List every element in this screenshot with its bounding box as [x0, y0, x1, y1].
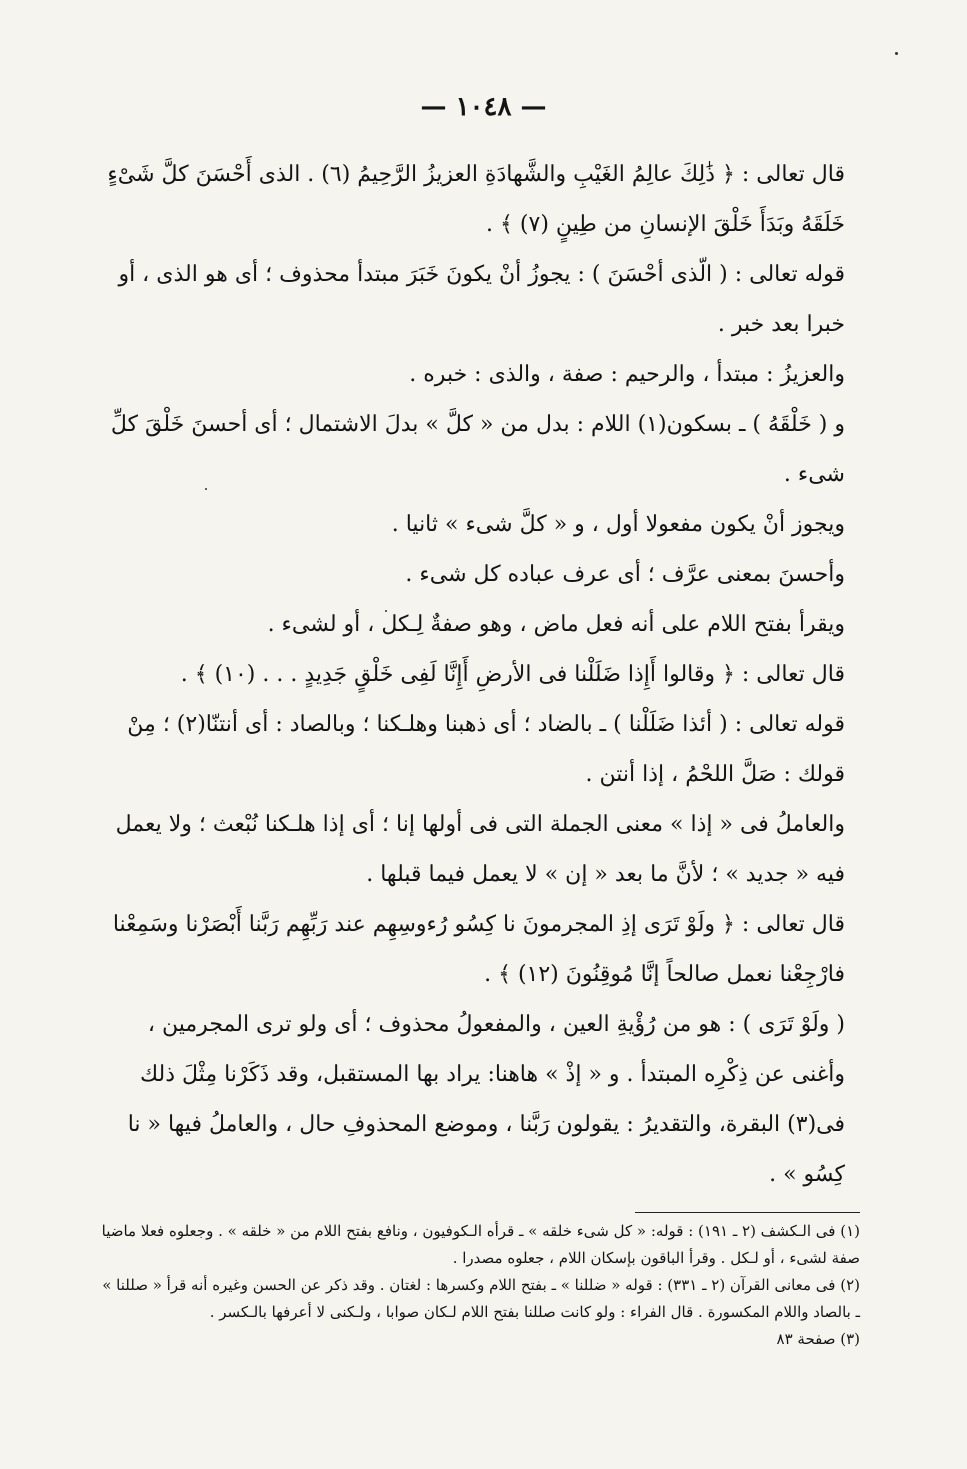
- commentary-paragraph: وأحسنَ بمعنى عرَّف ؛ أى عرف عباده كل شىء .: [405, 562, 845, 587]
- commentary-paragraph: ( ولَوْ تَرَى ) : هو من رُؤْيةِ العين ، والمفعولُ محذوف ؛ أى ولو ترى المجرمين ، وأغنى عن ذِكْرِه المبتدأ . و « إذْ » هاهنا: يراد بها المستقبل، وقد ذَكَرْنا مِثْلَ ذلك فى(٣) البقرة، والتقديرُ : يقولون رَبَّنا ، وموضع المحذوفِ حال ، والعاملُ فيها « نا كِسُو » .: [127, 1012, 845, 1187]
- commentary-paragraph: قوله تعالى : ( أئذا ضَلَلْنا ) ـ بالضاد ؛ أى ذهبنا وهلـكنا ؛ وبالصاد : أى أنتنّا(٢) ؛ مِنْ قولك : صَلَّ اللحْمُ ، إذا أنتن .: [127, 712, 845, 787]
- main-text: [100, 150, 845, 1200]
- verse-paragraph: قال تعالى : ﴿ ذَٰلِكَ عالِمُ الغَيْبِ والشَّهادَةِ العزيزُ الرَّحِيمُ (٦) . الذى أَحْسَنَ كلَّ شَىْءٍ خَلَقَهُ وبَدَأَ خَلْقَ الإنسانِ من طِينٍ (٧) ﴾ .: [107, 162, 845, 237]
- scan-speck: [385, 610, 387, 612]
- commentary-paragraph: و ( خَلْقَهُ ) ـ بسكون(١) اللام : بدل من « كلَّ » بدلَ الاشتمال ؛ أى أحسنَ خَلْقَ كلِّ شىء .: [110, 412, 845, 487]
- commentary-paragraph: والعزيزُ : مبتدأ ، والرحيم : صفة ، والذى : خبره .: [409, 362, 845, 387]
- commentary-paragraph: ويقرأ بفتح اللام على أنه فعل ماض ، وهو صفةٌ لِـكل ، أو لشىء .: [267, 612, 845, 637]
- footnote: (٣) صفحة ٨٣: [776, 1330, 860, 1348]
- footnote: (١) فى الـكشف (٢ ـ ١٩١) : قوله: « كل شىء خلقه » ـ قرأه الـكوفيون ، ونافع بفتح اللام من « خلقه » . وجعلوه فعلا ماضيا صفة لشىء ، أو لـكل . وقرأ الباقون بإسكان اللام ، جعلوه مصدرا .: [101, 1222, 860, 1267]
- commentary-paragraph: ويجوز أنْ يكون مفعولا أول ، و « كلَّ شىء » ثانيا .: [391, 512, 845, 537]
- scan-speck: [205, 488, 207, 490]
- verse-paragraph: قال تعالى : ﴿ ولَوْ تَرَى إذِ المجرمونَ نا كِسُو رُءوسِهِم عند رَبِّهِم رَبَّنا أَبْصَرْنا وسَمِعْنا فارْجِعْنا نعمل صالحاً إنَّا مُوقِنُونَ (١٢) ﴾ .: [112, 912, 845, 987]
- footnote: (٢) فى معانى القرآن (٢ ـ ٣٣١) : قوله « ضللنا » ـ بفتح اللام وكسرها : لغتان . وقد ذكر عن الحسن وغيره أنه قرأ « صللنا » ـ بالصاد واللام المكسورة . قال الفراء : ولو كانت صللنا بفتح اللام لـكان صوابا ، ولـكنى لا أعرفها بالـكسر .: [102, 1276, 860, 1321]
- scan-speck: [895, 52, 898, 55]
- commentary-paragraph: قوله تعالى : ( الّذى أحْسَنَ ) : يجوزُ أنْ يكونَ خَبَرَ مبتدأ محذوف ؛ أى هو الذى ، أو خبرا بعد خبر .: [118, 262, 845, 337]
- commentary-paragraph: والعاملُ فى « إذا » معنى الجملة التى فى أولها إنا ؛ أى إذا هلـكنا نُبْعث ؛ ولا يعمل فيه « جديد » ؛ لأنَّ ما بعد « إن » لا يعمل فيما قبلها .: [115, 812, 845, 887]
- page-number: — ١٠٤٨ —: [420, 92, 547, 122]
- verse-paragraph: قال تعالى : ﴿ وقالوا أَإِذا ضَلَلْنا فى الأرضِ أَإِنَّا لَفِى خَلْقٍ جَدِيدٍ . . . (١٠) ﴾ .: [180, 662, 845, 687]
- footnote-divider: [635, 1212, 860, 1213]
- footnotes: [100, 1218, 860, 1353]
